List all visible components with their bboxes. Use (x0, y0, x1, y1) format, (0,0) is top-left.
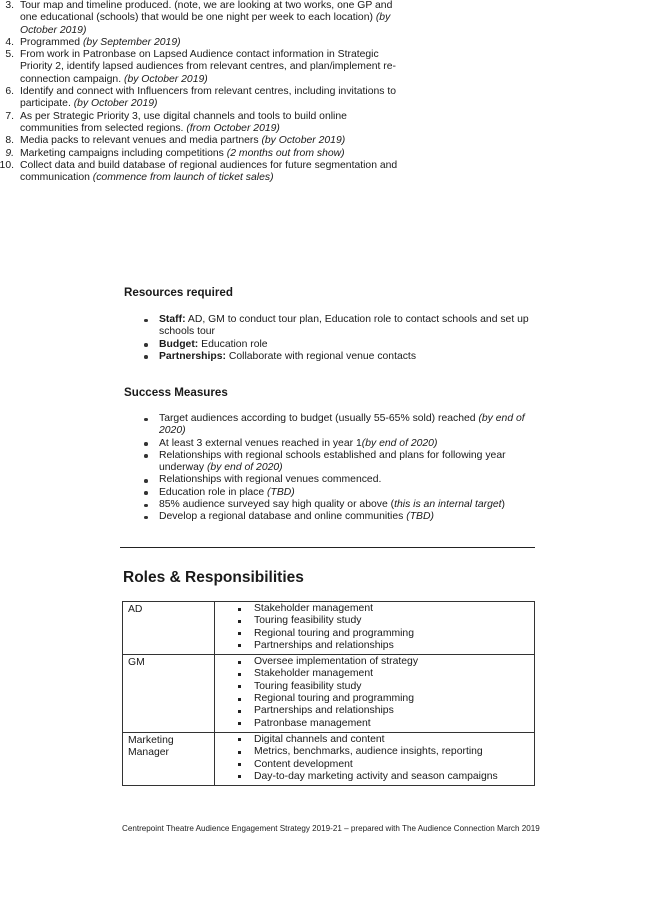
table-row (123, 732, 535, 785)
list-item (143, 499, 533, 511)
list-item: Oversee implementation of strategy (235, 656, 534, 668)
list-item (143, 351, 533, 363)
list-item (0, 86, 400, 111)
list-item (143, 511, 533, 523)
item-number: 5. (5, 49, 14, 61)
item-deadline: (by October 2019) (123, 73, 208, 85)
list-item (0, 148, 400, 160)
responsibilities-cell (215, 732, 535, 785)
list-item (0, 111, 400, 136)
list-item (143, 413, 533, 438)
item-text: Relationships with regional venues commenced. (159, 474, 382, 486)
item-text: At least 3 external venues reached in year 1 (159, 437, 362, 449)
item-deadline: (by end of 2020) (361, 437, 438, 449)
item-text: Identify and connect with Influencers from relevant centres, including invitations to participate. (20, 86, 396, 110)
list-item: Stakeholder management (235, 603, 534, 615)
role-cell (123, 732, 215, 785)
numbered-action-list (0, 0, 400, 184)
item-number: 9. (5, 147, 14, 159)
list-item: Stakeholder management (235, 668, 534, 680)
list-item: Digital channels and content (235, 734, 534, 746)
list-item (143, 438, 533, 450)
table-row (123, 655, 535, 733)
success-list (143, 413, 533, 524)
list-item: Day-to-day marketing activity and season campaigns (235, 771, 534, 783)
item-label: Budget: (159, 338, 199, 350)
section-divider (120, 547, 535, 548)
item-deadline: (TBD) (267, 486, 295, 498)
list-item (0, 160, 400, 185)
list-item: Touring feasibility study (235, 615, 534, 627)
item-label: Staff: (159, 314, 186, 325)
item-deadline: (by October 2019) (261, 135, 346, 147)
responsibilities-cell (215, 655, 535, 733)
item-tail: ) (501, 499, 505, 511)
role-name: GM (128, 657, 145, 669)
item-deadline: (by October 2019) (20, 12, 391, 36)
role-name: AD (128, 604, 143, 615)
item-number: 8. (5, 135, 14, 147)
item-deadline: (by October 2019) (73, 98, 158, 110)
list-item (143, 339, 533, 351)
list-item: Patronbase management (235, 718, 534, 730)
list-item (0, 0, 400, 37)
resources-heading: Resources required (124, 286, 233, 299)
list-item: Touring feasibility study (235, 681, 534, 693)
item-text: Media packs to relevant venues and media partners (20, 135, 259, 147)
role-cell (123, 602, 215, 655)
item-note: this is an internal target (394, 499, 502, 511)
item-text: Target audiences according to budget (usually 55-65% sold) reached (159, 413, 476, 424)
item-number: 10. (0, 159, 14, 171)
item-text: Relationships with regional schools established and plans for following year underway (159, 449, 506, 474)
list-item (143, 450, 533, 475)
item-deadline: (commence from launch of ticket sales) (92, 172, 274, 184)
table-row (123, 602, 535, 655)
success-heading: Success Measures (124, 386, 228, 399)
item-text: Marketing campaigns including competitions (20, 147, 224, 159)
list-item: Partnerships and relationships (235, 640, 534, 652)
item-label: Partnerships: (159, 350, 226, 362)
item-deadline: (from October 2019) (186, 122, 280, 134)
list-item: Metrics, benchmarks, audience insights, reporting (235, 746, 534, 758)
item-number: 4. (5, 36, 14, 48)
item-text: Programmed (20, 36, 81, 48)
role-cell (123, 655, 215, 733)
item-deadline: (TBD) (406, 511, 434, 523)
responsibilities-cell (215, 602, 535, 655)
item-text: Collect data and build database of regional audiences for future segmentation and communication (20, 159, 398, 184)
item-text: From work in Patronbase on Lapsed Audience contact information in Strategic Priority 2, identify lapsed audiences from relevant centres, and plan/implement re-connection campaign. (20, 49, 396, 85)
roles-title: Roles & Responsibilities (123, 569, 304, 586)
list-item (0, 135, 400, 147)
item-text: 85% audience surveyed say high quality or above ( (159, 499, 395, 511)
list-item (0, 49, 400, 86)
item-deadline: (by end of 2020) (159, 413, 525, 437)
role-name: Marketing (128, 734, 174, 746)
item-number: 7. (5, 110, 14, 122)
item-text: Develop a regional database and online communities (159, 511, 404, 523)
item-number: 3. (5, 0, 14, 11)
list-item (143, 474, 533, 486)
list-item (143, 487, 533, 499)
item-text: AD, GM to conduct tour plan, Education role to contact schools and set up schools tour (159, 314, 529, 338)
resources-list (143, 314, 533, 363)
list-item: Partnerships and relationships (235, 705, 534, 717)
item-deadline: (by end of 2020) (206, 462, 283, 474)
item-text: Education role (201, 338, 268, 350)
item-deadline: (2 months out from show) (226, 147, 345, 159)
item-text: As per Strategic Priority 3, use digital channels and tools to build online communities from selected regions. (20, 110, 347, 134)
item-text: Tour map and timeline produced. (note, we are looking at two works, one GP and one educational (schools) that would be one night per week to each location) (20, 0, 393, 24)
item-number: 6. (5, 86, 14, 98)
item-text: Education role in place (159, 486, 265, 498)
list-item: Content development (235, 759, 534, 771)
item-text: Collaborate with regional venue contacts (228, 350, 417, 362)
list-item: Regional touring and programming (235, 628, 534, 640)
item-deadline: (by September 2019) (82, 36, 181, 48)
list-item (0, 37, 400, 49)
page-footer: Centrepoint Theatre Audience Engagement Strategy 2019-21 – prepared with The Audience Connection March 2019 (122, 824, 540, 833)
list-item: Regional touring and programming (235, 693, 534, 705)
role-name: Manager (128, 747, 170, 759)
roles-table (122, 601, 535, 786)
list-item (143, 314, 533, 339)
